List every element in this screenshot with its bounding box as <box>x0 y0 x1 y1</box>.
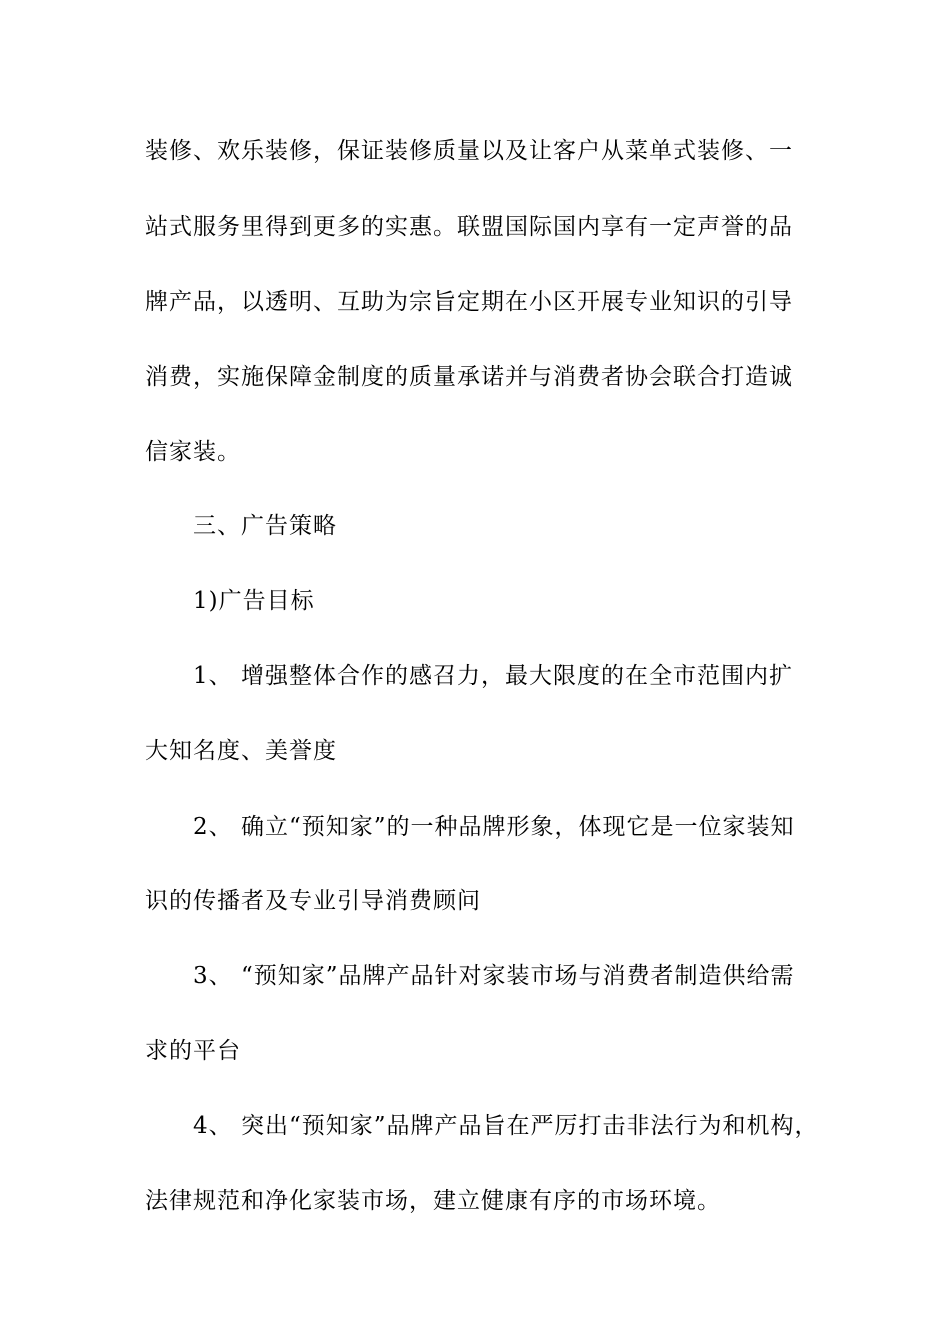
goal-number: 3、 <box>193 963 233 989</box>
goal-first-line <box>193 812 795 842</box>
section-heading: 三、广告策略 <box>193 513 337 539</box>
goal-first-line <box>193 1111 819 1141</box>
goal-text: 确立“预知家”的一种品牌形象，体现它是一位家装知 <box>241 814 795 840</box>
goal-continuation: 求的平台 <box>145 1038 241 1064</box>
paragraph-line: 消费，实施保障金制度的质量承诺并与消费者协会联合打造诚 <box>145 364 793 390</box>
goal-continuation: 大知名度、美誉度 <box>145 738 337 764</box>
goal-number: 1、 <box>193 663 233 689</box>
goal-number: 2、 <box>193 814 233 840</box>
paragraph-line: 牌产品，以透明、互助为宗旨定期在小区开展专业知识的引导 <box>145 289 793 315</box>
goal-text: 突出“预知家”品牌产品旨在严厉打击非法行为和机构， <box>241 1113 819 1139</box>
goal-continuation: 识的传播者及专业引导消费顾问 <box>145 888 481 914</box>
paragraph-line: 装修、欢乐装修，保证装修质量以及让客户从菜单式装修、一 <box>145 138 793 164</box>
goal-text: “预知家”品牌产品针对家装市场与消费者制造供给需 <box>241 963 795 989</box>
goal-number: 4、 <box>193 1113 233 1139</box>
paragraph-line: 信家装。 <box>145 439 241 465</box>
paragraph-line: 站式服务里得到更多的实惠。联盟国际国内享有一定声誉的品 <box>145 214 793 240</box>
goal-first-line <box>193 661 793 691</box>
goal-continuation: 法律规范和净化家装市场，建立健康有序的市场环境。 <box>145 1188 721 1214</box>
goal-text: 增强整体合作的感召力，最大限度的在全市范围内扩 <box>241 663 793 689</box>
goal-first-line <box>193 961 795 991</box>
subheading: 1)广告目标 <box>193 588 315 614</box>
